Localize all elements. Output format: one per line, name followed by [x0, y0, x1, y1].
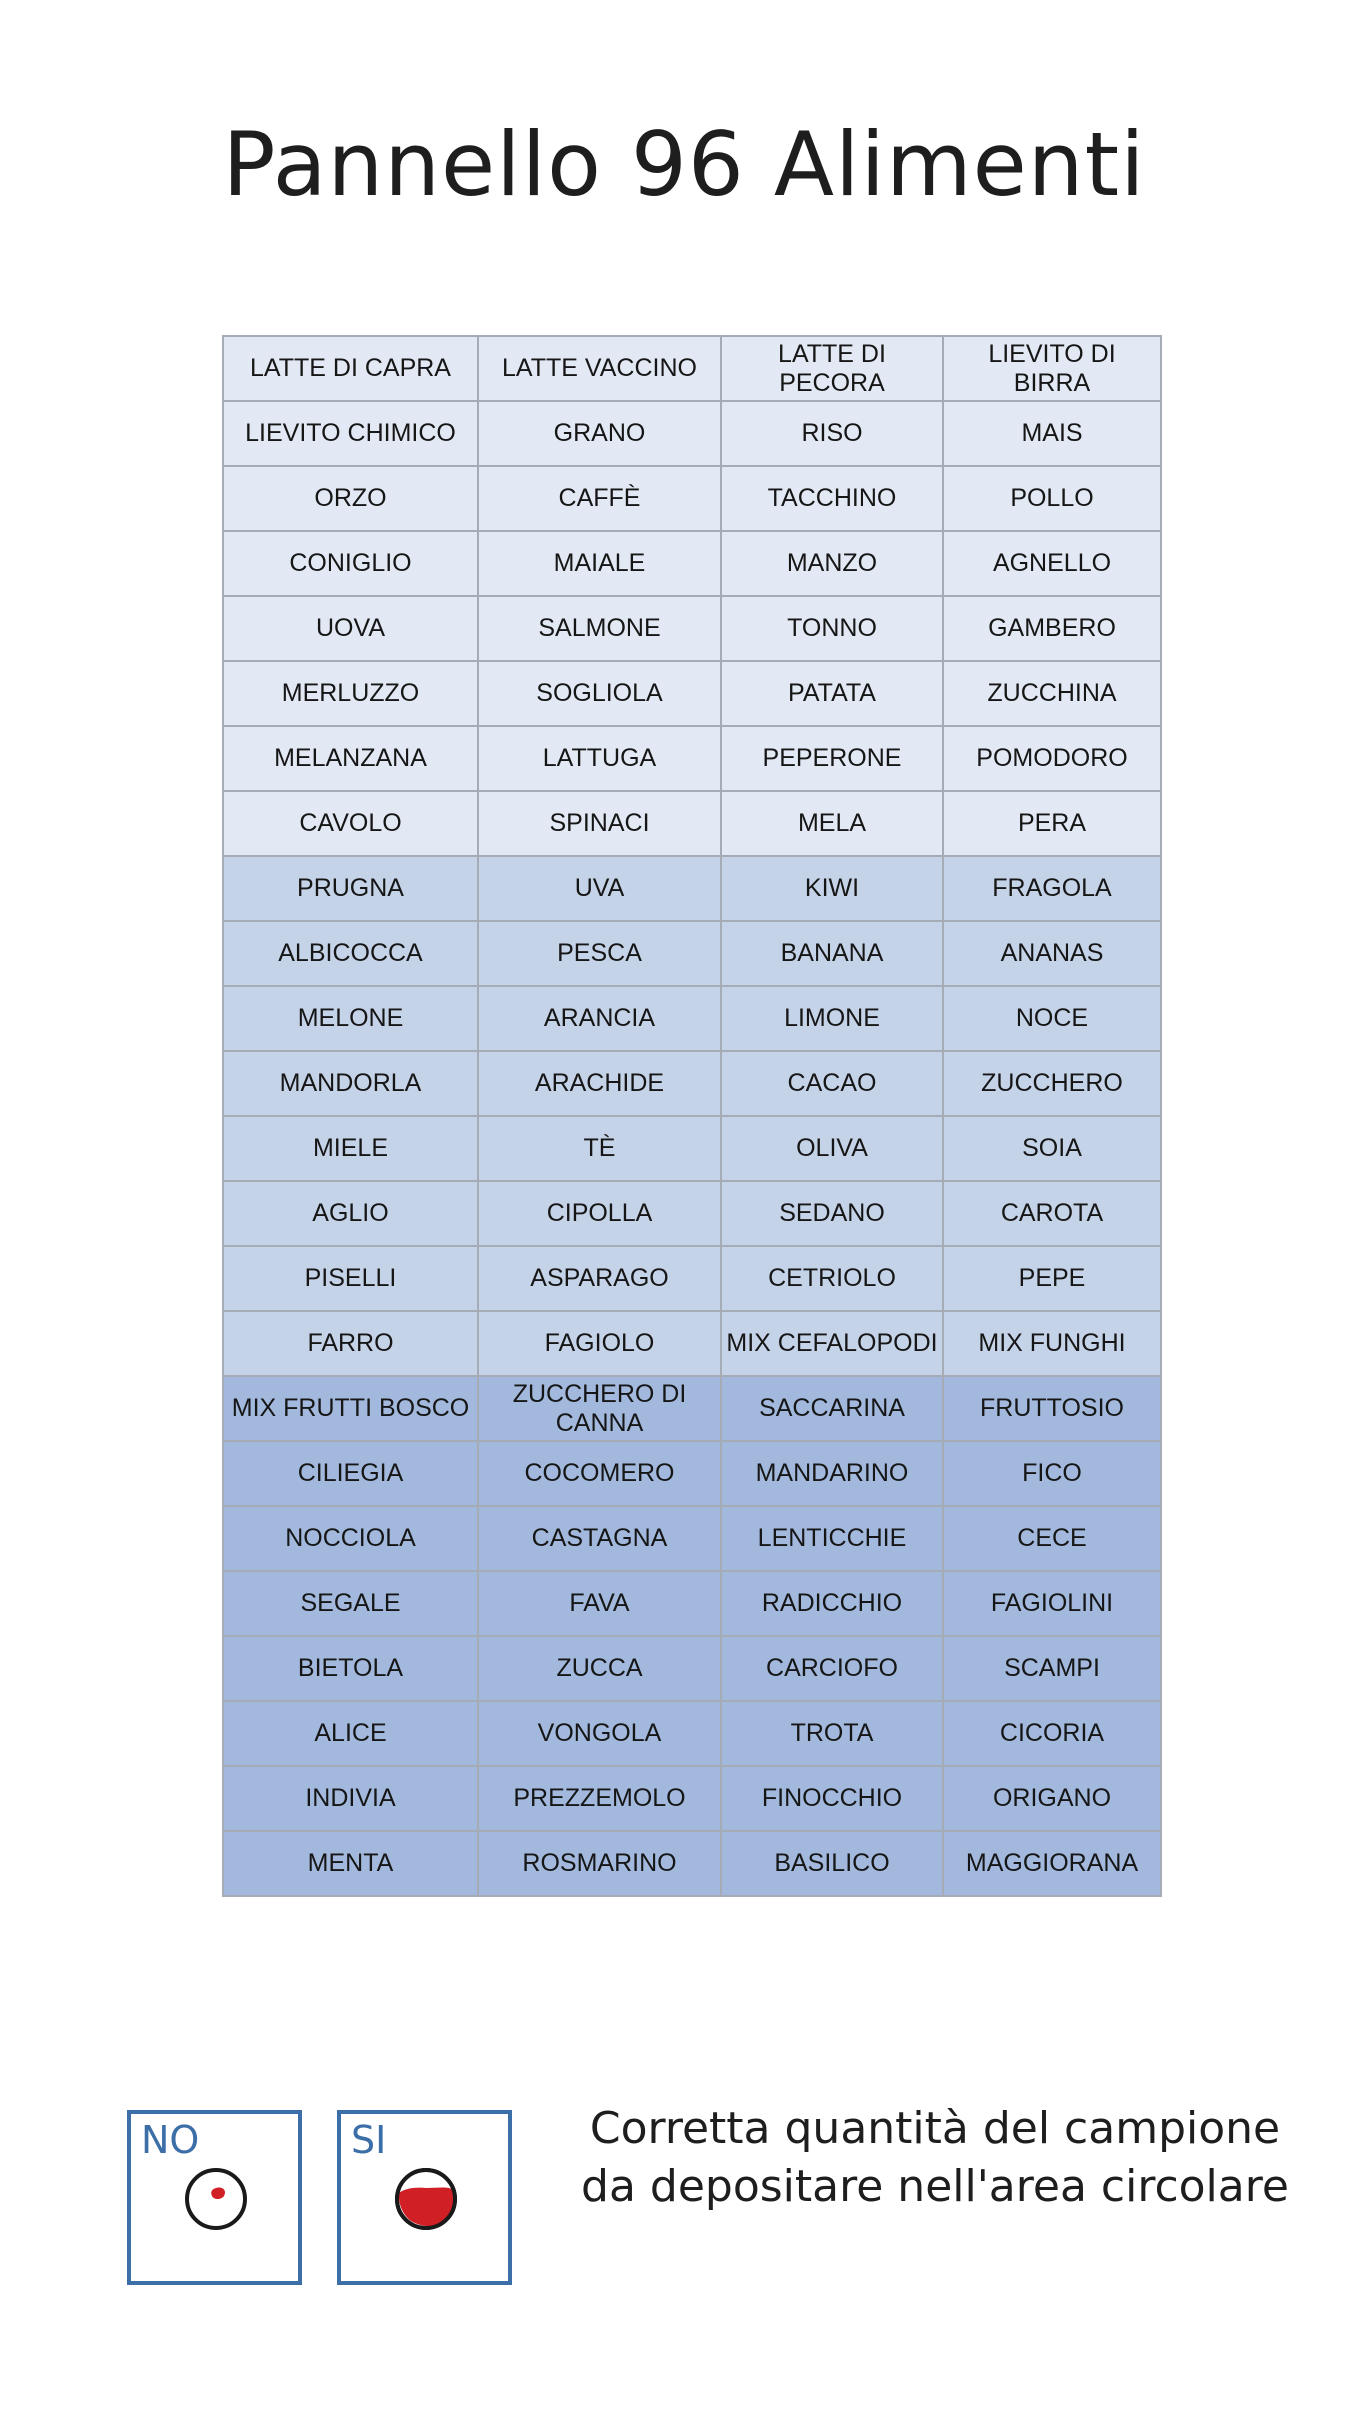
food-cell: LENTICCHIE [721, 1506, 943, 1571]
food-cell: MAGGIORANA [943, 1831, 1161, 1896]
food-cell: PRUGNA [223, 856, 478, 921]
food-cell: UOVA [223, 596, 478, 661]
food-cell: SOIA [943, 1116, 1161, 1181]
insufficient-sample-icon [183, 2166, 249, 2232]
food-cell: BANANA [721, 921, 943, 986]
food-cell: PATATA [721, 661, 943, 726]
food-cell: PISELLI [223, 1246, 478, 1311]
food-cell: FRAGOLA [943, 856, 1161, 921]
food-cell: RISO [721, 401, 943, 466]
table-row [223, 1571, 1161, 1636]
food-cell: TÈ [478, 1116, 721, 1181]
food-cell: SEGALE [223, 1571, 478, 1636]
food-cell: CACAO [721, 1051, 943, 1116]
food-cell: AGNELLO [943, 531, 1161, 596]
food-cell: PEPERONE [721, 726, 943, 791]
food-cell: ARACHIDE [478, 1051, 721, 1116]
food-cell: CILIEGIA [223, 1441, 478, 1506]
food-cell: KIWI [721, 856, 943, 921]
food-cell: POLLO [943, 466, 1161, 531]
food-cell: CONIGLIO [223, 531, 478, 596]
food-cell: SEDANO [721, 1181, 943, 1246]
caption-line-1: Corretta quantità del campione [589, 2103, 1281, 2154]
food-cell: GAMBERO [943, 596, 1161, 661]
food-cell: MANZO [721, 531, 943, 596]
table-row [223, 986, 1161, 1051]
food-cell: ALBICOCCA [223, 921, 478, 986]
food-cell: CARCIOFO [721, 1636, 943, 1701]
food-cell: ALICE [223, 1701, 478, 1766]
food-cell: LATTE DI CAPRA [223, 336, 478, 401]
food-cell: CAROTA [943, 1181, 1161, 1246]
food-cell: CETRIOLO [721, 1246, 943, 1311]
table-row [223, 856, 1161, 921]
page-title: Pannello 96 Alimenti [222, 113, 1146, 216]
food-cell: SACCARINA [721, 1376, 943, 1441]
legend-si-label: SI [351, 2118, 387, 2162]
legend-si-box [337, 2110, 512, 2285]
table-row [223, 1311, 1161, 1376]
table-row [223, 1766, 1161, 1831]
table-row [223, 1441, 1161, 1506]
table-row [223, 1246, 1161, 1311]
food-cell: VONGOLA [478, 1701, 721, 1766]
table-row [223, 661, 1161, 726]
food-cell: CASTAGNA [478, 1506, 721, 1571]
table-row [223, 791, 1161, 856]
food-cell: ZUCCA [478, 1636, 721, 1701]
food-cell: PESCA [478, 921, 721, 986]
table-row [223, 336, 1161, 401]
food-cell: ZUCCHERO DI CANNA [478, 1376, 721, 1441]
food-cell: MELONE [223, 986, 478, 1051]
food-cell: NOCE [943, 986, 1161, 1051]
food-cell: RADICCHIO [721, 1571, 943, 1636]
food-cell: CECE [943, 1506, 1161, 1571]
food-cell: LATTE VACCINO [478, 336, 721, 401]
food-cell: PREZZEMOLO [478, 1766, 721, 1831]
food-cell: MANDARINO [721, 1441, 943, 1506]
food-cell: NOCCIOLA [223, 1506, 478, 1571]
food-cell: MAIS [943, 401, 1161, 466]
food-cell: ORZO [223, 466, 478, 531]
table-row [223, 1116, 1161, 1181]
food-cell: MAIALE [478, 531, 721, 596]
food-cell: TONNO [721, 596, 943, 661]
food-cell: POMODORO [943, 726, 1161, 791]
food-cell: ZUCCHINA [943, 661, 1161, 726]
food-cell: MENTA [223, 1831, 478, 1896]
food-cell: SCAMPI [943, 1636, 1161, 1701]
food-cell: FINOCCHIO [721, 1766, 943, 1831]
food-cell: PERA [943, 791, 1161, 856]
table-row [223, 1051, 1161, 1116]
correct-sample-icon [393, 2166, 459, 2232]
food-cell: BASILICO [721, 1831, 943, 1896]
table-row [223, 466, 1161, 531]
food-cell: CAFFÈ [478, 466, 721, 531]
food-cell: LATTUGA [478, 726, 721, 791]
table-row [223, 1636, 1161, 1701]
food-cell: ANANAS [943, 921, 1161, 986]
table-row [223, 596, 1161, 661]
food-cell: CIPOLLA [478, 1181, 721, 1246]
food-cell: FRUTTOSIO [943, 1376, 1161, 1441]
food-cell: OLIVA [721, 1116, 943, 1181]
food-cell: SOGLIOLA [478, 661, 721, 726]
food-cell: MIELE [223, 1116, 478, 1181]
table-row [223, 401, 1161, 466]
caption-line-2: da depositare nell'area circolare [581, 2161, 1289, 2212]
food-cell: ZUCCHERO [943, 1051, 1161, 1116]
table-row [223, 726, 1161, 791]
food-cell: TROTA [721, 1701, 943, 1766]
food-cell: AGLIO [223, 1181, 478, 1246]
food-cell: LIMONE [721, 986, 943, 1051]
food-cell: ASPARAGO [478, 1246, 721, 1311]
food-cell: MANDORLA [223, 1051, 478, 1116]
food-cell: MERLUZZO [223, 661, 478, 726]
food-cell: LIEVITO CHIMICO [223, 401, 478, 466]
food-cell: PEPE [943, 1246, 1161, 1311]
food-cell: FARRO [223, 1311, 478, 1376]
food-cell: FAGIOLINI [943, 1571, 1161, 1636]
food-cell: CICORIA [943, 1701, 1161, 1766]
food-cell: LIEVITO DI BIRRA [943, 336, 1161, 401]
food-cell: MELA [721, 791, 943, 856]
food-cell: SPINACI [478, 791, 721, 856]
table-row [223, 531, 1161, 596]
food-cell: GRANO [478, 401, 721, 466]
food-cell: MIX FRUTTI BOSCO [223, 1376, 478, 1441]
food-cell: FAVA [478, 1571, 721, 1636]
food-cell: SALMONE [478, 596, 721, 661]
table-row [223, 921, 1161, 986]
food-cell: UVA [478, 856, 721, 921]
food-cell: ROSMARINO [478, 1831, 721, 1896]
table-row [223, 1701, 1161, 1766]
table-row [223, 1831, 1161, 1896]
food-cell: TACCHINO [721, 466, 943, 531]
food-panel-table-body [223, 336, 1161, 1896]
food-cell: ARANCIA [478, 986, 721, 1051]
table-row [223, 1181, 1161, 1246]
food-cell: BIETOLA [223, 1636, 478, 1701]
legend-no-label: NO [141, 2118, 200, 2162]
food-cell: CAVOLO [223, 791, 478, 856]
table-row [223, 1506, 1161, 1571]
food-cell: INDIVIA [223, 1766, 478, 1831]
food-cell: MIX CEFALOPODI [721, 1311, 943, 1376]
food-cell: LATTE DI PECORA [721, 336, 943, 401]
food-cell: MELANZANA [223, 726, 478, 791]
food-cell: COCOMERO [478, 1441, 721, 1506]
sample-quantity-caption [570, 2100, 1300, 2216]
food-cell: FICO [943, 1441, 1161, 1506]
legend-no-box [127, 2110, 302, 2285]
food-cell: ORIGANO [943, 1766, 1161, 1831]
table-row [223, 1376, 1161, 1441]
food-cell: FAGIOLO [478, 1311, 721, 1376]
food-cell: MIX FUNGHI [943, 1311, 1161, 1376]
food-panel-table [222, 335, 1162, 1897]
